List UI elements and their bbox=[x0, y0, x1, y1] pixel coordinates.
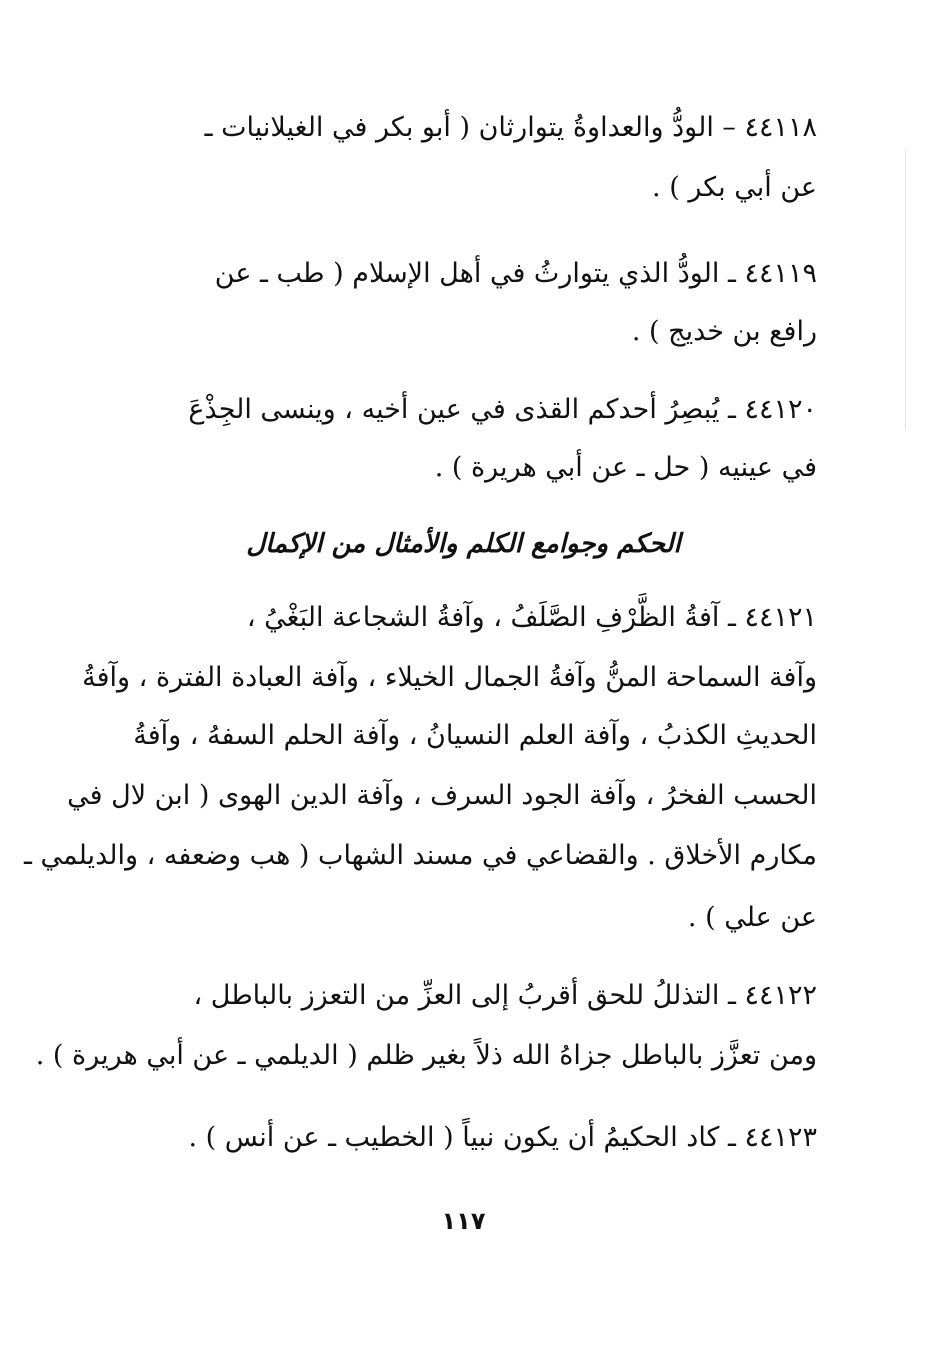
entry-44121-line-5: مكارم الأخلاق . والقضاعي في مسند الشهاب ( هب وضعفه ، والديلمي ـ bbox=[24, 840, 817, 871]
entry-44119-line-2: رافع بن خديج ) . bbox=[631, 316, 817, 347]
margin-mark bbox=[905, 150, 906, 430]
entry-44121-line-3: الحديثِ الكذبُ ، وآفة العلم النسيانُ ، وآفة الحلم السفهُ ، وآفةُ bbox=[133, 720, 817, 751]
entry-44119-line-1: ٤٤١١٩ ـ الودُّ الذي يتوارثُ في أهل الإسلام ( طب ـ عن bbox=[214, 258, 817, 289]
entry-44121-line-1: ٤٤١٢١ ـ آفةُ الظَّرْفِ الصَّلَفُ ، وآفةُ الشجاعة البَغْيُ ، bbox=[246, 602, 817, 633]
entry-44118-line-1: ٤٤١١٨ – الودُّ والعداوةُ يتوارثان ( أبو بكر في الغيلانيات ـ bbox=[204, 112, 817, 143]
section-heading: الحكم وجوامع الكلم والأمثال من الإكمال bbox=[246, 529, 681, 559]
entry-44123-line-1: ٤٤١٢٣ ـ كاد الحكيمُ أن يكون نبياً ( الخطيب ـ عن أنس ) . bbox=[188, 1122, 817, 1153]
page-number: ١١٧ bbox=[441, 1207, 486, 1235]
entry-44122-line-2: ومن تعزَّز بالباطل جزاهُ الله ذلاً بغير ظلم ( الديلمي ـ عن أبي هريرة ) . bbox=[35, 1040, 817, 1071]
entry-44120-line-2: في عينيه ( حل ـ عن أبي هريرة ) . bbox=[434, 452, 817, 483]
entry-44120-line-1: ٤٤١٢٠ ـ يُبصِرُ أحدكم القذى في عين أخيه ، وينسى الجِذْعَ bbox=[188, 394, 817, 425]
entry-44122-line-1: ٤٤١٢٢ ـ التذللُ للحق أقربُ إلى العزِّ من التعزز بالباطل ، bbox=[193, 980, 817, 1011]
entry-44121-line-4: الحسب الفخرُ ، وآفة الجود السرف ، وآفة الدين الهوى ( ابن لال في bbox=[67, 780, 817, 811]
entry-44121-line-2: وآفة السماحة المنُّ وآفةُ الجمال الخيلاء ، وآفة العبادة الفترة ، وآفةُ bbox=[82, 662, 817, 693]
entry-44121-line-6: عن علي ) . bbox=[687, 902, 817, 933]
entry-44118-line-2: عن أبي بكر ) . bbox=[652, 172, 817, 203]
